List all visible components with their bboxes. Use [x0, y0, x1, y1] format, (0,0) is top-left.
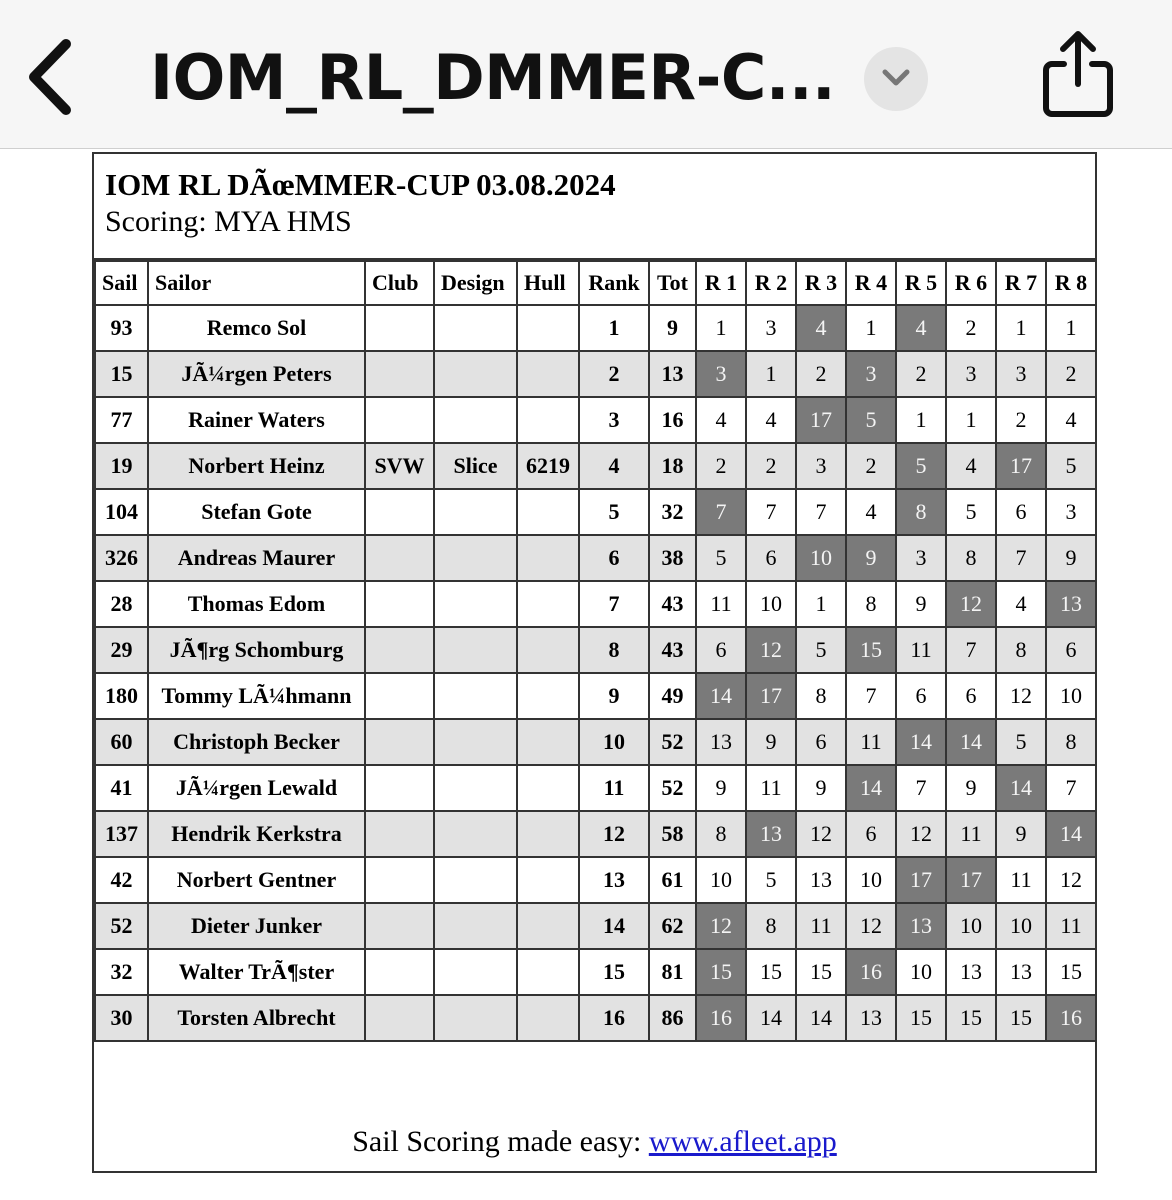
- design-cell: [434, 903, 517, 949]
- race-score-cell: 1: [996, 305, 1046, 351]
- hull-cell: [517, 397, 579, 443]
- total-cell: 43: [649, 627, 696, 673]
- table-row: [95, 719, 1096, 765]
- afleet-link[interactable]: www.afleet.app: [648, 1125, 837, 1158]
- hull-cell: [517, 719, 579, 765]
- sail-cell: 52: [95, 903, 148, 949]
- column-header: R 3: [796, 261, 846, 305]
- race-score-cell: 3: [796, 443, 846, 489]
- race-score-cell: 17: [896, 857, 946, 903]
- race-score-cell: 16: [696, 995, 746, 1041]
- race-score-cell: 10: [1046, 673, 1096, 719]
- total-cell: 58: [649, 811, 696, 857]
- total-cell: 52: [649, 765, 696, 811]
- race-score-cell: 13: [796, 857, 846, 903]
- table-row: [95, 535, 1096, 581]
- race-score-cell: 11: [1046, 903, 1096, 949]
- race-score-cell: 1: [796, 581, 846, 627]
- race-score-cell: 9: [696, 765, 746, 811]
- results-footer: [94, 1113, 1095, 1171]
- race-score-cell: 8: [846, 581, 896, 627]
- race-score-cell: 5: [796, 627, 846, 673]
- hull-cell: [517, 489, 579, 535]
- race-score-cell: 15: [796, 949, 846, 995]
- total-cell: 38: [649, 535, 696, 581]
- sailor-cell: Stefan Gote: [148, 489, 365, 535]
- race-score-cell: 11: [746, 765, 796, 811]
- design-cell: [434, 765, 517, 811]
- race-score-cell: 13: [746, 811, 796, 857]
- column-header: Rank: [579, 261, 649, 305]
- race-score-cell: 6: [996, 489, 1046, 535]
- race-score-cell: 2: [846, 443, 896, 489]
- event-title: IOM RL DÃœMMER-CUP 03.08.2024: [105, 167, 616, 202]
- sail-cell: 15: [95, 351, 148, 397]
- race-score-cell: 4: [946, 443, 996, 489]
- race-score-cell: 2: [796, 351, 846, 397]
- race-score-cell: 4: [896, 305, 946, 351]
- hull-cell: [517, 995, 579, 1041]
- column-header: Club: [365, 261, 434, 305]
- race-score-cell: 2: [996, 397, 1046, 443]
- race-score-cell: 8: [796, 673, 846, 719]
- sailor-cell: Dieter Junker: [148, 903, 365, 949]
- race-score-cell: 11: [796, 903, 846, 949]
- race-score-cell: 8: [1046, 719, 1096, 765]
- design-cell: [434, 719, 517, 765]
- footer-text: Sail Scoring made easy:: [352, 1125, 649, 1158]
- race-score-cell: 3: [946, 351, 996, 397]
- race-score-cell: 7: [846, 673, 896, 719]
- race-score-cell: 16: [1046, 995, 1096, 1041]
- column-header: Hull: [517, 261, 579, 305]
- rank-cell: 16: [579, 995, 649, 1041]
- race-score-cell: 2: [696, 443, 746, 489]
- race-score-cell: 7: [796, 489, 846, 535]
- design-cell: [434, 535, 517, 581]
- table-row: [95, 305, 1096, 351]
- sailor-cell: Rainer Waters: [148, 397, 365, 443]
- hull-cell: [517, 949, 579, 995]
- column-header: R 5: [896, 261, 946, 305]
- race-score-cell: 6: [746, 535, 796, 581]
- race-score-cell: 8: [696, 811, 746, 857]
- sail-cell: 137: [95, 811, 148, 857]
- race-score-cell: 9: [896, 581, 946, 627]
- race-score-cell: 12: [996, 673, 1046, 719]
- table-row: [95, 765, 1096, 811]
- race-score-cell: 10: [996, 903, 1046, 949]
- race-score-cell: 13: [896, 903, 946, 949]
- race-score-cell: 2: [746, 443, 796, 489]
- total-cell: 13: [649, 351, 696, 397]
- race-score-cell: 15: [746, 949, 796, 995]
- race-score-cell: 1: [846, 305, 896, 351]
- sail-cell: 29: [95, 627, 148, 673]
- hull-cell: [517, 627, 579, 673]
- sail-cell: 93: [95, 305, 148, 351]
- table-row: [95, 673, 1096, 719]
- race-score-cell: 4: [746, 397, 796, 443]
- club-cell: [365, 305, 434, 351]
- race-score-cell: 7: [746, 489, 796, 535]
- sail-cell: 28: [95, 581, 148, 627]
- design-cell: [434, 581, 517, 627]
- sailor-cell: JÃ¼rgen Peters: [148, 351, 365, 397]
- race-score-cell: 7: [996, 535, 1046, 581]
- total-cell: 81: [649, 949, 696, 995]
- table-row: [95, 857, 1096, 903]
- club-cell: [365, 857, 434, 903]
- race-score-cell: 10: [946, 903, 996, 949]
- table-row: [95, 489, 1096, 535]
- sailor-cell: Hendrik Kerkstra: [148, 811, 365, 857]
- race-score-cell: 1: [946, 397, 996, 443]
- race-score-cell: 14: [896, 719, 946, 765]
- total-cell: 52: [649, 719, 696, 765]
- race-score-cell: 14: [696, 673, 746, 719]
- race-score-cell: 9: [996, 811, 1046, 857]
- results-header: [94, 154, 1095, 260]
- race-score-cell: 10: [696, 857, 746, 903]
- club-cell: [365, 811, 434, 857]
- race-score-cell: 4: [1046, 397, 1096, 443]
- race-score-cell: 17: [946, 857, 996, 903]
- race-score-cell: 4: [846, 489, 896, 535]
- race-score-cell: 15: [996, 995, 1046, 1041]
- race-score-cell: 7: [896, 765, 946, 811]
- hull-cell: [517, 765, 579, 811]
- total-cell: 18: [649, 443, 696, 489]
- column-header: R 8: [1046, 261, 1096, 305]
- table-row: [95, 397, 1096, 443]
- table-row: [95, 627, 1096, 673]
- club-cell: [365, 765, 434, 811]
- race-score-cell: 12: [1046, 857, 1096, 903]
- column-header: Tot: [649, 261, 696, 305]
- race-score-cell: 1: [696, 305, 746, 351]
- column-header: R 1: [696, 261, 746, 305]
- sail-cell: 326: [95, 535, 148, 581]
- race-score-cell: 14: [846, 765, 896, 811]
- sailor-cell: Walter TrÃ¶ster: [148, 949, 365, 995]
- race-score-cell: 5: [746, 857, 796, 903]
- hull-cell: [517, 305, 579, 351]
- race-score-cell: 1: [746, 351, 796, 397]
- race-score-cell: 14: [996, 765, 1046, 811]
- sailor-cell: Norbert Heinz: [148, 443, 365, 489]
- race-score-cell: 11: [946, 811, 996, 857]
- race-score-cell: 12: [846, 903, 896, 949]
- rank-cell: 10: [579, 719, 649, 765]
- total-cell: 62: [649, 903, 696, 949]
- rank-cell: 5: [579, 489, 649, 535]
- rank-cell: 4: [579, 443, 649, 489]
- column-header: Sailor: [148, 261, 365, 305]
- race-score-cell: 5: [996, 719, 1046, 765]
- design-cell: [434, 305, 517, 351]
- sail-cell: 60: [95, 719, 148, 765]
- table-row: [95, 949, 1096, 995]
- rank-cell: 11: [579, 765, 649, 811]
- sail-cell: 19: [95, 443, 148, 489]
- race-score-cell: 10: [846, 857, 896, 903]
- race-score-cell: 6: [796, 719, 846, 765]
- sail-cell: 104: [95, 489, 148, 535]
- race-score-cell: 6: [696, 627, 746, 673]
- race-score-cell: 3: [746, 305, 796, 351]
- total-cell: 32: [649, 489, 696, 535]
- chevron-down-icon: [880, 65, 912, 93]
- rank-cell: 9: [579, 673, 649, 719]
- race-score-cell: 11: [996, 857, 1046, 903]
- club-cell: [365, 535, 434, 581]
- race-score-cell: 5: [696, 535, 746, 581]
- club-cell: [365, 673, 434, 719]
- rank-cell: 7: [579, 581, 649, 627]
- race-score-cell: 10: [796, 535, 846, 581]
- design-cell: [434, 489, 517, 535]
- rank-cell: 2: [579, 351, 649, 397]
- race-score-cell: 6: [1046, 627, 1096, 673]
- race-score-cell: 16: [846, 949, 896, 995]
- total-cell: 61: [649, 857, 696, 903]
- document-title: IOM_RL_DMMER-C...: [150, 41, 836, 114]
- race-score-cell: 4: [796, 305, 846, 351]
- race-score-cell: 6: [846, 811, 896, 857]
- race-score-cell: 2: [1046, 351, 1096, 397]
- table-row: [95, 581, 1096, 627]
- race-score-cell: 7: [696, 489, 746, 535]
- race-score-cell: 6: [946, 673, 996, 719]
- race-score-cell: 5: [896, 443, 946, 489]
- column-header: Sail: [95, 261, 148, 305]
- club-cell: [365, 489, 434, 535]
- sail-cell: 41: [95, 765, 148, 811]
- race-score-cell: 9: [746, 719, 796, 765]
- race-score-cell: 9: [796, 765, 846, 811]
- design-cell: Slice: [434, 443, 517, 489]
- sail-cell: 42: [95, 857, 148, 903]
- race-score-cell: 6: [896, 673, 946, 719]
- share-button[interactable]: [1036, 26, 1120, 122]
- total-cell: 86: [649, 995, 696, 1041]
- race-score-cell: 1: [896, 397, 946, 443]
- sailor-cell: Tommy LÃ¼hmann: [148, 673, 365, 719]
- race-score-cell: 9: [1046, 535, 1096, 581]
- race-score-cell: 12: [896, 811, 946, 857]
- race-score-cell: 15: [896, 995, 946, 1041]
- hull-cell: [517, 351, 579, 397]
- race-score-cell: 5: [1046, 443, 1096, 489]
- hull-cell: [517, 535, 579, 581]
- race-score-cell: 12: [696, 903, 746, 949]
- race-score-cell: 8: [896, 489, 946, 535]
- club-cell: [365, 351, 434, 397]
- sailor-cell: JÃ¼rgen Lewald: [148, 765, 365, 811]
- race-score-cell: 11: [696, 581, 746, 627]
- race-score-cell: 3: [996, 351, 1046, 397]
- total-cell: 49: [649, 673, 696, 719]
- total-cell: 9: [649, 305, 696, 351]
- race-score-cell: 3: [696, 351, 746, 397]
- race-score-cell: 12: [946, 581, 996, 627]
- race-score-cell: 7: [1046, 765, 1096, 811]
- race-score-cell: 8: [746, 903, 796, 949]
- sailor-cell: Remco Sol: [148, 305, 365, 351]
- race-score-cell: 10: [896, 949, 946, 995]
- sailor-cell: Christoph Becker: [148, 719, 365, 765]
- sailor-cell: Andreas Maurer: [148, 535, 365, 581]
- race-score-cell: 17: [796, 397, 846, 443]
- sail-cell: 30: [95, 995, 148, 1041]
- column-header: R 4: [846, 261, 896, 305]
- race-score-cell: 5: [946, 489, 996, 535]
- race-score-cell: 15: [846, 627, 896, 673]
- race-score-cell: 9: [846, 535, 896, 581]
- design-cell: [434, 995, 517, 1041]
- table-header-row: [95, 261, 1096, 305]
- design-cell: [434, 397, 517, 443]
- race-score-cell: 14: [1046, 811, 1096, 857]
- race-score-cell: 8: [996, 627, 1046, 673]
- table-row: [95, 351, 1096, 397]
- race-score-cell: 4: [996, 581, 1046, 627]
- race-score-cell: 5: [846, 397, 896, 443]
- rank-cell: 14: [579, 903, 649, 949]
- race-score-cell: 2: [946, 305, 996, 351]
- race-score-cell: 11: [896, 627, 946, 673]
- share-icon: [1036, 26, 1120, 122]
- race-score-cell: 1: [1046, 305, 1096, 351]
- rank-cell: 8: [579, 627, 649, 673]
- race-score-cell: 7: [946, 627, 996, 673]
- sailor-cell: Torsten Albrecht: [148, 995, 365, 1041]
- results-table: [94, 260, 1097, 1042]
- race-score-cell: 12: [746, 627, 796, 673]
- design-cell: [434, 351, 517, 397]
- rank-cell: 6: [579, 535, 649, 581]
- design-cell: [434, 811, 517, 857]
- hull-cell: [517, 903, 579, 949]
- chevron-left-icon: [22, 36, 82, 118]
- race-score-cell: 3: [1046, 489, 1096, 535]
- race-score-cell: 3: [896, 535, 946, 581]
- sail-cell: 77: [95, 397, 148, 443]
- table-row: [95, 811, 1096, 857]
- rank-cell: 12: [579, 811, 649, 857]
- back-button[interactable]: [22, 36, 82, 118]
- sailor-cell: JÃ¶rg Schomburg: [148, 627, 365, 673]
- race-score-cell: 15: [1046, 949, 1096, 995]
- race-score-cell: 17: [746, 673, 796, 719]
- hull-cell: 6219: [517, 443, 579, 489]
- total-cell: 43: [649, 581, 696, 627]
- race-score-cell: 12: [796, 811, 846, 857]
- column-header: Design: [434, 261, 517, 305]
- race-score-cell: 14: [946, 719, 996, 765]
- hull-cell: [517, 857, 579, 903]
- race-score-cell: 13: [996, 949, 1046, 995]
- race-score-cell: 13: [946, 949, 996, 995]
- race-score-cell: 13: [846, 995, 896, 1041]
- results-document: [92, 152, 1097, 1173]
- rank-cell: 15: [579, 949, 649, 995]
- club-cell: [365, 903, 434, 949]
- sailor-cell: Thomas Edom: [148, 581, 365, 627]
- club-cell: [365, 397, 434, 443]
- club-cell: [365, 627, 434, 673]
- race-score-cell: 4: [696, 397, 746, 443]
- sail-cell: 180: [95, 673, 148, 719]
- race-score-cell: 15: [946, 995, 996, 1041]
- rank-cell: 3: [579, 397, 649, 443]
- club-cell: [365, 995, 434, 1041]
- race-score-cell: 13: [696, 719, 746, 765]
- column-header: R 6: [946, 261, 996, 305]
- design-cell: [434, 627, 517, 673]
- sailor-cell: Norbert Gentner: [148, 857, 365, 903]
- design-cell: [434, 857, 517, 903]
- race-score-cell: 10: [746, 581, 796, 627]
- race-score-cell: 2: [896, 351, 946, 397]
- scoring-system: Scoring: MYA HMS: [105, 205, 352, 238]
- table-row: [95, 443, 1096, 489]
- rank-cell: 1: [579, 305, 649, 351]
- total-cell: 16: [649, 397, 696, 443]
- table-row: [95, 903, 1096, 949]
- table-row: [95, 995, 1096, 1041]
- race-score-cell: 14: [746, 995, 796, 1041]
- club-cell: [365, 949, 434, 995]
- hull-cell: [517, 673, 579, 719]
- design-cell: [434, 673, 517, 719]
- race-score-cell: 8: [946, 535, 996, 581]
- top-bar: [0, 0, 1172, 149]
- club-cell: [365, 719, 434, 765]
- hull-cell: [517, 581, 579, 627]
- sail-cell: 32: [95, 949, 148, 995]
- column-header: R 7: [996, 261, 1046, 305]
- hull-cell: [517, 811, 579, 857]
- club-cell: [365, 581, 434, 627]
- rank-cell: 13: [579, 857, 649, 903]
- race-score-cell: 14: [796, 995, 846, 1041]
- club-cell: SVW: [365, 443, 434, 489]
- title-dropdown-button[interactable]: [864, 47, 928, 111]
- race-score-cell: 11: [846, 719, 896, 765]
- race-score-cell: 3: [846, 351, 896, 397]
- column-header: R 2: [746, 261, 796, 305]
- race-score-cell: 17: [996, 443, 1046, 489]
- design-cell: [434, 949, 517, 995]
- race-score-cell: 13: [1046, 581, 1096, 627]
- race-score-cell: 15: [696, 949, 746, 995]
- race-score-cell: 9: [946, 765, 996, 811]
